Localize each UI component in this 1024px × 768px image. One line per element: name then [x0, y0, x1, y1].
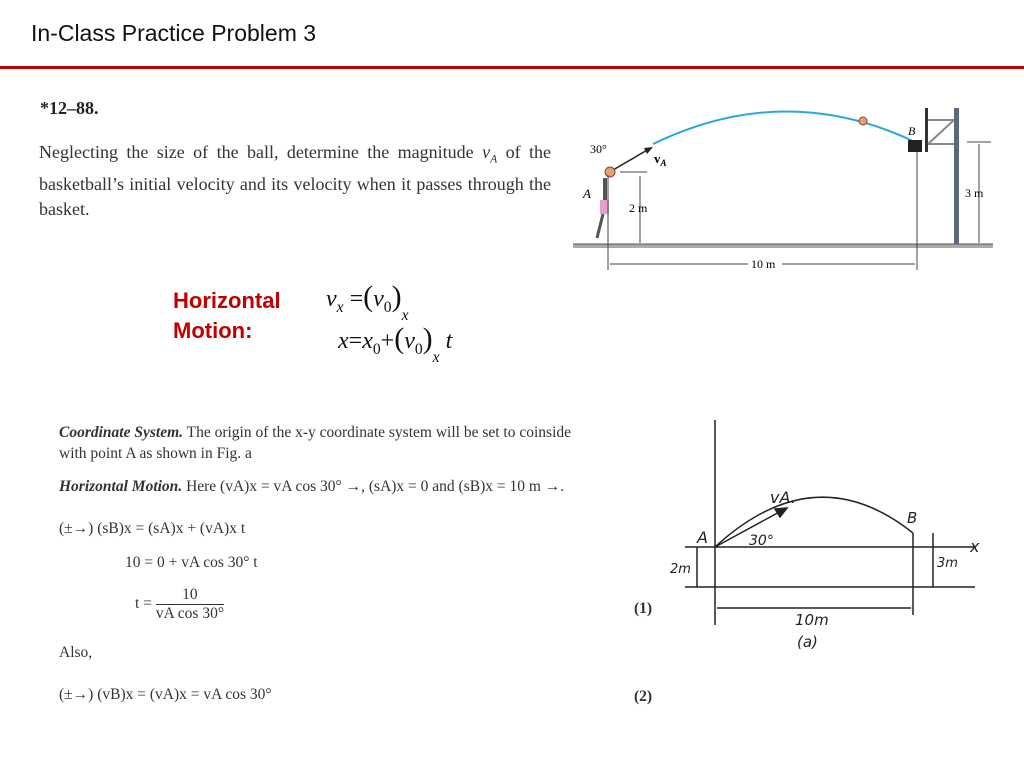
basketball-figure: [565, 100, 1005, 280]
equation-x: $x=x_0+(v_0)_x$ t: [338, 322, 453, 366]
point-a-label: A: [583, 186, 591, 201]
trajectory: [653, 111, 915, 144]
ball: [605, 167, 615, 177]
eq-c-lhs: t =: [135, 595, 152, 613]
eq-c-denominator: vA cos 30°: [155, 605, 225, 622]
player-leg: [597, 214, 603, 238]
height-2m-label: 2 m: [629, 201, 648, 215]
hm-text: Here (vA)x = vA cos 30° →, (sA)x = 0 and (sB)x = 10 m →.: [182, 478, 565, 495]
equation-vx: $v_x =(v_0)_x$: [326, 280, 409, 324]
point-a-label: A: [697, 528, 708, 547]
var-sub: A: [490, 152, 498, 166]
axis-x-label: x: [970, 537, 980, 556]
slide-title: In-Class Practice Problem 3: [31, 20, 317, 46]
equation-number-1: (1): [634, 600, 653, 617]
distance-label: 10m: [795, 611, 829, 629]
angle-label: 30°: [590, 142, 607, 156]
height-3m-label: 3 m: [965, 186, 984, 200]
equation-number-2: (2): [634, 688, 653, 705]
equation-b: 10 = 0 + vA cos 30° t: [125, 554, 258, 571]
hand-drawn-figure: [665, 415, 1005, 660]
ground: [573, 244, 993, 248]
coord-heading: Coordinate System.: [59, 424, 184, 441]
label-line-1: Horizontal: [173, 288, 281, 313]
point-b-label: B: [907, 509, 918, 527]
backboard: [925, 108, 928, 152]
problem-number: *12–88.: [40, 98, 99, 118]
also-text: Also,: [59, 644, 93, 661]
angle-label: 30°: [749, 533, 774, 549]
hm-heading: Horizontal Motion.: [59, 478, 183, 495]
coord-text-2: with point A as shown in Fig. a: [59, 445, 252, 462]
eq-c-numerator: 10: [156, 586, 224, 605]
distance-label: 10 m: [751, 257, 776, 271]
arrowhead: [775, 508, 787, 517]
point-b-label: B: [908, 124, 916, 138]
basket: [908, 140, 922, 152]
horizontal-motion-label: [173, 286, 281, 346]
equation-d: (±→) (vB)x = (vA)x = vA cos 30°: [59, 686, 272, 703]
height-3m-label: 3m: [937, 556, 958, 571]
equation-a: (±→) (sB)x = (sA)x + (vA)x t: [59, 520, 246, 537]
statement-text-2: of the basketball’s initial velocity and its velocity when it passes through the basket.: [39, 142, 552, 219]
bracket: [928, 120, 954, 144]
arrowhead: [644, 147, 653, 154]
var-v: v: [482, 142, 491, 162]
velocity-arrow: [613, 149, 649, 170]
figure-caption: (a): [797, 633, 818, 651]
coord-text-1: The origin of the x-y coordinate system will be set to coinside: [183, 424, 572, 441]
pole: [954, 108, 959, 244]
velocity-label: vA.: [770, 488, 796, 507]
height-2m-label: 2m: [670, 562, 691, 577]
trajectory: [715, 497, 913, 547]
title-divider: [0, 66, 1024, 69]
ball-in-flight: [859, 117, 867, 125]
velocity-label: $v_A$: [654, 151, 667, 168]
statement-text-1: Neglecting the size of the ball, determine the magnitude: [39, 142, 483, 162]
label-line-2: Motion:: [173, 318, 253, 343]
problem-statement: [39, 140, 551, 221]
